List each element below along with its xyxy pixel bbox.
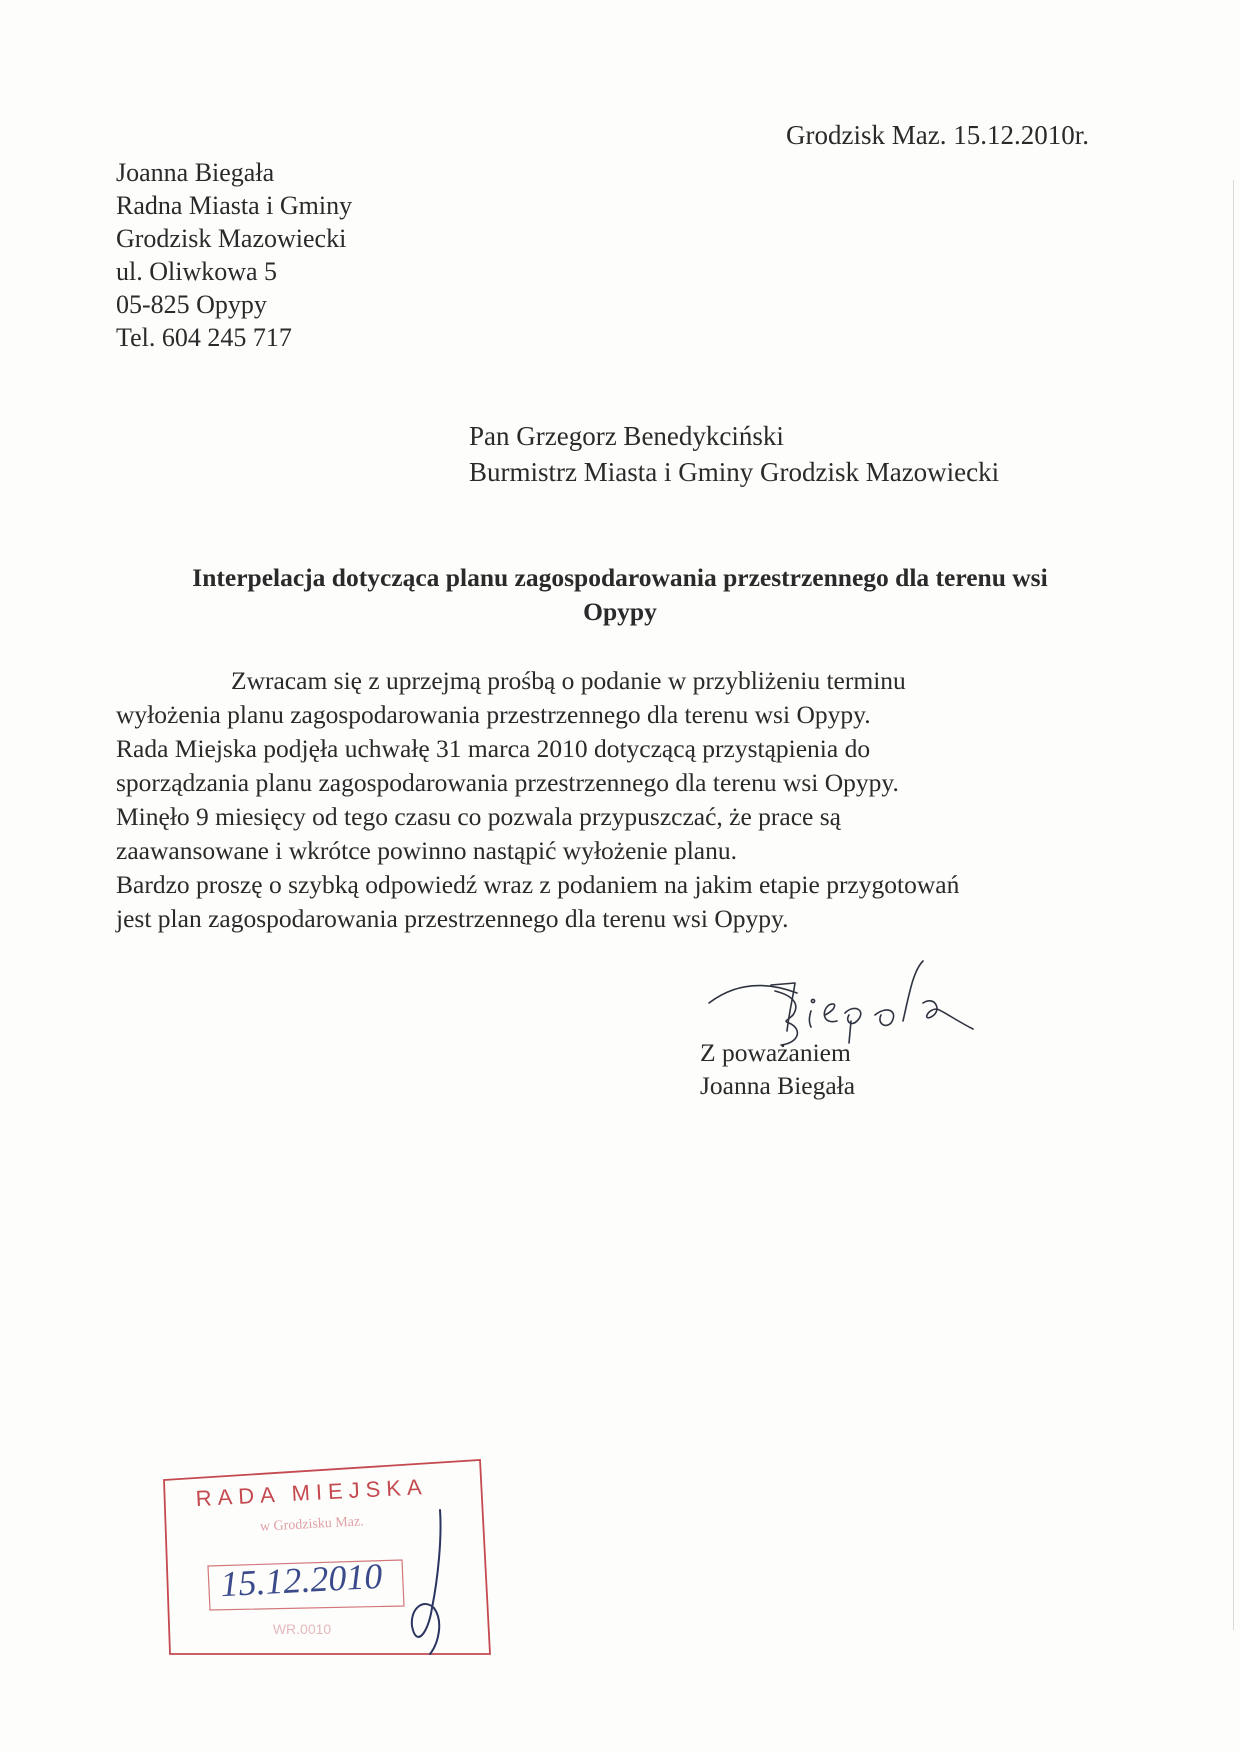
sender-city: Grodzisk Mazowiecki (116, 224, 347, 253)
sender-title: Radna Miasta i Gminy (116, 191, 353, 220)
recipient-name: Pan Grzegorz Benedykciński (469, 421, 784, 451)
stamp-subtitle: w Grodzisku Maz. (259, 1514, 365, 1535)
recipient-title: Burmistrz Miasta i Gminy Grodzisk Mazowiecki (469, 457, 1000, 487)
body-line: Rada Miejska podjęła uchwałę 31 marca 2010 dotyczącą przystąpienia do (116, 734, 871, 763)
body-line: Zwracam się z uprzejmą prośbą o podanie w przybliżeniu terminu (231, 666, 906, 695)
closing-salutation: Z poważaniem (700, 1038, 851, 1067)
body-line: wyłożenia planu zagospodarowania przestrzennego dla terenu wsi Opypy. (116, 700, 871, 729)
handwritten-signature (705, 955, 995, 1055)
stamp-footer: WR.0010 (272, 1621, 332, 1637)
stamp-title: RADA MIEJSKA (195, 1473, 429, 1512)
closing-name: Joanna Biegała (700, 1071, 856, 1100)
scan-edge-line (1233, 180, 1234, 1630)
letter-body (116, 664, 1116, 936)
body-line: Minęło 9 miesięcy od tego czasu co pozwala przypuszczać, że prace są (116, 802, 841, 831)
body-line: zaawansowane i wkrótce powinno nastąpić wyłożenie planu. (116, 836, 737, 865)
sender-name: Joanna Biegała (116, 158, 275, 187)
sender-street: ul. Oliwkowa 5 (116, 257, 278, 286)
subject-line: Interpelacja dotycząca planu zagospodarowania przestrzennego dla terenu wsi (192, 563, 1048, 592)
sender-address-block (116, 156, 352, 354)
recipient-block (469, 418, 999, 490)
body-line: Bardzo proszę o szybką odpowiedź wraz z podaniem na jakim etapie przygotowań (116, 870, 960, 899)
subject-line: Opypy (583, 597, 657, 626)
body-line: jest plan zagospodarowania przestrzennego dla terenu wsi Opypy. (116, 904, 789, 933)
letter-subject (90, 561, 1150, 629)
sender-phone: Tel. 604 245 717 (116, 323, 292, 352)
registry-stamp (162, 1458, 492, 1658)
sender-postal: 05-825 Opypy (116, 290, 267, 319)
letter-date: Grodzisk Maz. 15.12.2010r. (786, 120, 1089, 150)
body-line: sporządzania planu zagospodarowania przestrzennego dla terenu wsi Opypy. (116, 768, 899, 797)
stamp-handwritten-date: 15.12.2010 (219, 1555, 384, 1605)
